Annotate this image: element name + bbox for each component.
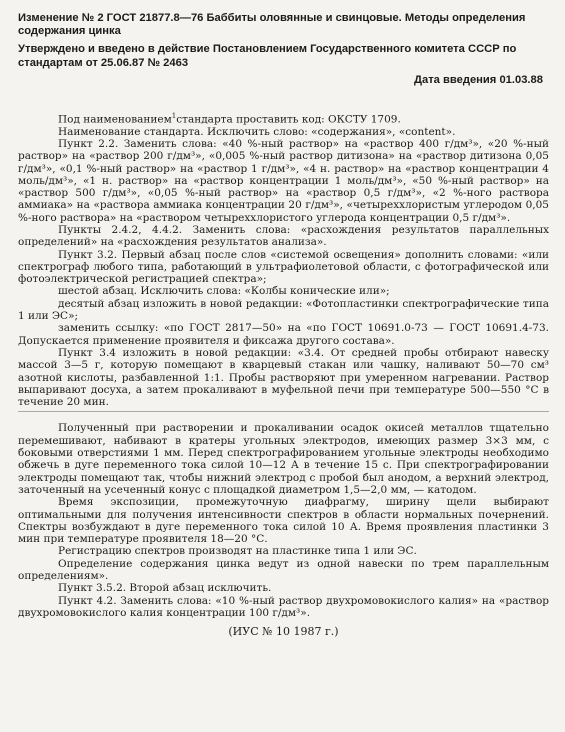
issue-reference: (ИУС № 10 1987 г.) bbox=[228, 625, 339, 639]
paragraph-9: Пункт 3.4 изложить в новой редакции: «3.4. От средней пробы отбирают навеску массой 3—5 г, которую помещают в кварцевый стакан или чашку, наливают 50—70 см³ азотной кислоты, разбавленной 1:1. Пробы растворяют при умеренном нагревании. Раствор выпаривают досуха, а затем прокаливают в муфельной печи при температуре 500—550 °С в течение 20 мин. bbox=[18, 346, 549, 409]
paragraph-7: десятый абзац изложить в новой редакции: «Фотопластинки спектрографические типа 1 или ЭС»; bbox=[18, 297, 549, 323]
footnote-marker: 1 bbox=[171, 111, 177, 120]
paragraph-3: Пункт 2.2. Заменить слова: «40 %-ный раствор» на «раствор 400 г/дм³», «20 %-ный раствор» на «раствор 200 г/дм³», «0,005 %-ный раствор дитизона» на «раствор дитизона 0,05 г/дм³», «0,1 %-ный раствор» на «раствор 1 г/дм³», «4 н. раствор» на «раствор концентрации 4 моль/дм³», «1 н. раствор» на «раствор концентрации 1 моль/дм³», «50 %-ный раствор» на «раствор 500 г/дм³», «0,05 %-ный раствор» на «раствор 0,5 г/дм³», «2 %-ного раствора аммиака» на «раствора аммиака концентрации 20 г/дм³», «четыреххлористым углеродом 0,05 %-ного раствора» на «раствором четыреххлористого углерода концентрации 0,5 г/дм³». bbox=[18, 137, 549, 224]
paragraph-5: Пункт 3.2. Первый абзац после слов «системой освещения» дополнить словами: «или спектрограф любого типа, работающий в ультрафиолетовой области, с фотографической или фотоэлектрической регистрацией спектра»; bbox=[18, 248, 549, 286]
document-body bbox=[18, 110, 549, 619]
paragraph-11: Время экспозиции, промежуточную диафрагму, ширину щели выбирают оптимальными для получения интенсивности спектров в области нормальных почернений. Спектры возбуждают в дуге переменного тока силой 10 А. Время проявления пластинки 3 мин при температуре проявителя 18—20 °С. bbox=[18, 496, 549, 546]
paragraph-2: Наименование стандарта. Исключить слово: «содержания», «content». bbox=[58, 125, 456, 138]
paragraph-10: Полученный при растворении и прокаливании осадок окисей металлов тщательно перемешивают, набивают в кратеры угольных электродов, имеющих размер 3×3 мм, с боковыми отверстиями 1 мм. Перед спектрографированием угольные электроды необходимо обжечь в дуге переменного тока силой 10—12 А в течение 15 с. При спектрографировании электроды помещают так, чтобы нижний электрод с пробой был анодом, а верхний электрод, заточенный на усеченный конус с площадкой диаметром 1,5—2,0 мм, — катодом. bbox=[18, 422, 549, 496]
paragraph-4: Пункты 2.4.2, 4.4.2. Заменить слова: «расхождения результатов параллельных определений» на «расхождения результатов анализа». bbox=[18, 223, 549, 249]
paragraph-13: Определение содержания цинка ведут из одной навески по трем параллельным определениям». bbox=[18, 557, 549, 582]
effective-date: Дата введения 01.03.88 bbox=[414, 73, 543, 86]
document-title: Изменение № 2 ГОСТ 21877.8—76 Баббиты оловянные и свинцовые. Методы определения содержания цинка bbox=[18, 12, 526, 38]
paragraph-8: заменить ссылку: «по ГОСТ 2817—50» на «по ГОСТ 10691.0-73 — ГОСТ 10691.4-73. Допускается применение проявителя и фиксажа другого состава». bbox=[18, 322, 549, 347]
paragraph-12: Регистрацию спектров производят на пластинке типа 1 или ЭС. bbox=[58, 545, 417, 558]
paragraph-14: Пункт 3.5.2. Второй абзац исключить. bbox=[58, 582, 272, 595]
page-break-divider bbox=[18, 411, 549, 412]
paragraph-15: Пункт 4.2. Заменить слова: «10 %-ный раствор двухромовокислого калия» на «раствор двухромовокислого калия концентрации 100 г/дм³». bbox=[18, 594, 549, 619]
approval-statement: Утверждено и введено в действие Постановлением Государственного комитета СССР по стандартам от 25.06.87 № 2463 bbox=[18, 43, 517, 69]
paragraph-1: Под наименованием$^1$стандарта проставить код: ОКСТУ 1709. bbox=[58, 111, 401, 126]
paragraph-6: шестой абзац. Исключить слова: «Колбы конические или»; bbox=[58, 285, 390, 298]
